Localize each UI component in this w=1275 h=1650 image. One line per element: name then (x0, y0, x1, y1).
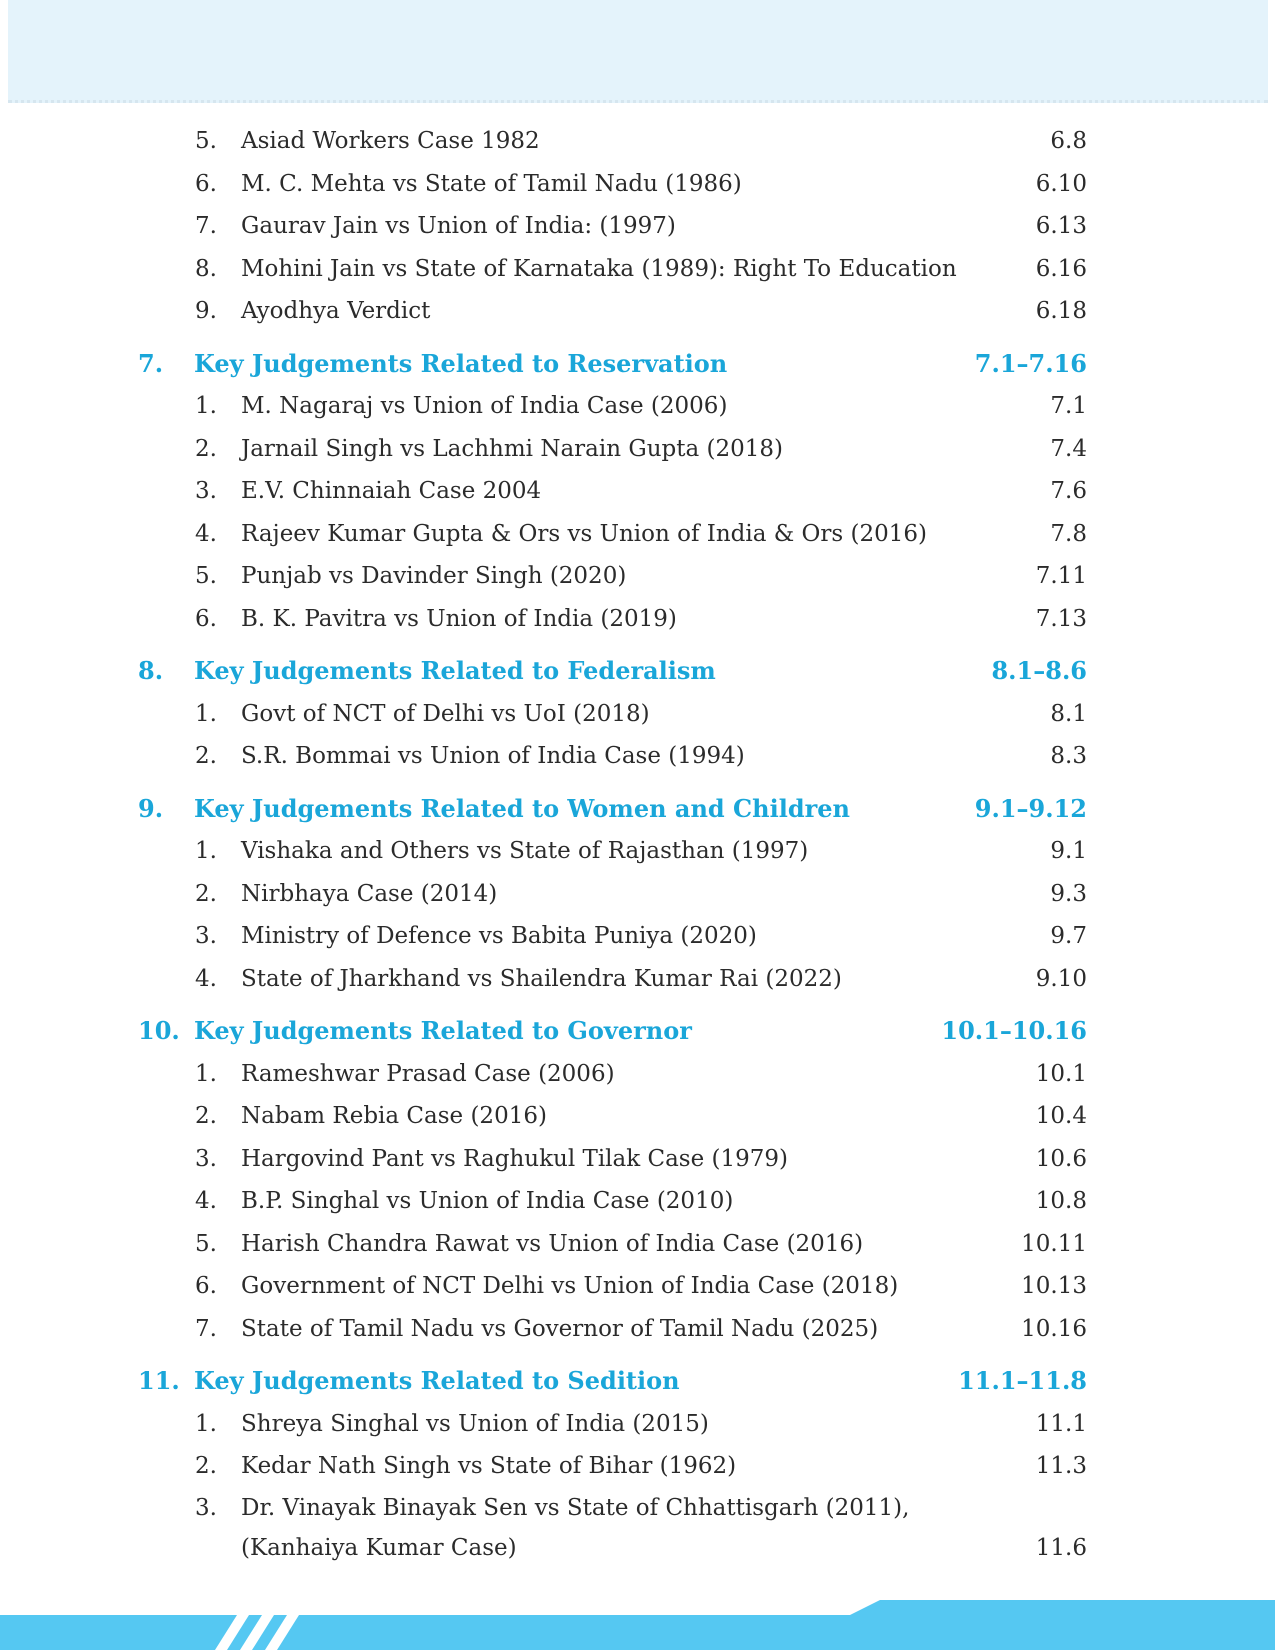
entry-title: Ministry of Defence vs Babita Puniya (2020) (241, 923, 757, 949)
entry-page: 9.7 (1050, 923, 1087, 949)
toc-entry (0, 385, 1275, 428)
toc-entry (0, 958, 1275, 1001)
toc-entry (0, 830, 1275, 873)
entry-page: 6.10 (1035, 170, 1087, 197)
toc-entry (0, 693, 1275, 736)
entry-page: 8.1 (1050, 700, 1087, 727)
entry-title: Govt of NCT of Delhi vs UoI (2018) (241, 700, 650, 727)
entry-title: Jarnail Singh vs Lachhmi Narain Gupta (2018) (241, 435, 784, 462)
entry-number: 3. (195, 478, 217, 504)
entry-page: 7.1 (1050, 393, 1087, 419)
entry-title: E.V. Chinnaiah Case 2004 (241, 478, 542, 504)
entry-title: M. Nagaraj vs Union of India Case (2006) (241, 393, 728, 419)
entry-number: 8. (195, 255, 217, 282)
entry-title-line: (Kanhaiya Kumar Case) (241, 1534, 517, 1561)
entry-title (241, 1488, 909, 1568)
entry-title: Asiad Workers Case 1982 (241, 128, 540, 154)
toc-entry (0, 470, 1275, 513)
entry-title: Government of NCT Delhi vs Union of India Case (2018) (241, 1273, 899, 1299)
toc-entry (0, 915, 1275, 958)
entry-title: Nirbhaya Case (2014) (241, 880, 498, 907)
footer-band-shape (0, 1600, 1275, 1650)
entry-title: Harish Chandra Rawat vs Union of India Case (2016) (241, 1230, 864, 1257)
entry-page: 10.8 (1035, 1188, 1087, 1214)
entry-number: 7. (138, 348, 164, 378)
toc-entry (0, 163, 1275, 206)
entry-page: 10.4 (1035, 1103, 1087, 1129)
entry-page: 6.18 (1035, 298, 1087, 324)
toc-entry (0, 555, 1275, 598)
toc-entry (0, 1403, 1275, 1446)
entry-title: S.R. Bommai vs Union of India Case (1994) (241, 743, 745, 769)
entry-page: 7.13 (1035, 605, 1087, 632)
entry-number: 6. (195, 1273, 217, 1299)
entry-number: 1. (195, 700, 217, 727)
chapter-entry (0, 343, 1275, 386)
entry-title: Vishaka and Others vs State of Rajasthan (1997) (241, 838, 809, 864)
entry-number: 11. (138, 1366, 180, 1395)
entry-title: Rajeev Kumar Gupta & Ors vs Union of India & Ors (2016) (241, 520, 927, 547)
toc-entry (0, 1223, 1275, 1266)
entry-number: 3. (195, 1145, 217, 1172)
entry-title: Key Judgements Related to Federalism (194, 656, 716, 685)
entry-page: 9.1–9.12 (974, 793, 1087, 823)
entry-title: State of Tamil Nadu vs Governor of Tamil Nadu (2025) (241, 1315, 879, 1342)
entry-number: 4. (195, 520, 217, 547)
toc-entry (0, 205, 1275, 248)
chapter-entry (0, 1360, 1275, 1403)
entry-page: 9.1 (1050, 838, 1087, 864)
entry-number: 9. (138, 793, 164, 823)
entry-title: M. C. Mehta vs State of Tamil Nadu (1986) (241, 170, 742, 197)
entry-page: 10.1 (1035, 1060, 1087, 1087)
toc-entry (0, 1180, 1275, 1223)
toc-entry (0, 1308, 1275, 1351)
chapter-entry (0, 788, 1275, 831)
entry-number: 3. (195, 1494, 217, 1521)
entry-number: 4. (195, 1188, 217, 1214)
entry-page: 11.1–11.8 (958, 1366, 1087, 1395)
entry-number: 6. (195, 605, 217, 632)
entry-title-line: Dr. Vinayak Binayak Sen vs State of Chhattisgarh (2011), (241, 1494, 910, 1521)
toc-entry (0, 120, 1275, 163)
entry-title: Rameshwar Prasad Case (2006) (241, 1060, 615, 1087)
entry-title: State of Jharkhand vs Shailendra Kumar Rai (2022) (241, 965, 842, 992)
entry-title: Key Judgements Related to Sedition (194, 1366, 680, 1395)
toc-entry (0, 873, 1275, 916)
entry-page: 10.13 (1021, 1273, 1087, 1299)
entry-title: Shreya Singhal vs Union of India (2015) (241, 1410, 709, 1437)
entry-number: 5. (195, 563, 217, 589)
entry-page: 10.6 (1035, 1145, 1087, 1172)
entry-title: Ayodhya Verdict (241, 298, 431, 324)
entry-page: 10.1–10.16 (941, 1016, 1087, 1045)
entry-page: 8.1–8.6 (991, 656, 1087, 685)
toc-entry (0, 1445, 1275, 1488)
entry-title: Hargovind Pant vs Raghukul Tilak Case (1979) (241, 1145, 789, 1172)
entry-number: 2. (195, 435, 217, 462)
entry-title: B.P. Singhal vs Union of India Case (2010) (241, 1188, 734, 1214)
entry-number: 2. (195, 1103, 217, 1129)
entry-page: 9.3 (1050, 880, 1087, 907)
entry-page: 11.6 (1035, 1534, 1087, 1561)
entry-page: 7.4 (1050, 435, 1087, 462)
toc-entry (0, 290, 1275, 333)
entry-number: 1. (195, 393, 217, 419)
entry-number: 5. (195, 1230, 217, 1257)
toc-entry (0, 248, 1275, 291)
entry-number: 8. (138, 656, 164, 685)
entry-number: 7. (195, 1315, 217, 1342)
chapter-entry (0, 650, 1275, 693)
toc-entry (0, 1053, 1275, 1096)
entry-page: 9.10 (1035, 965, 1087, 992)
entry-page: 8.3 (1050, 743, 1087, 769)
entry-page: 10.16 (1021, 1315, 1087, 1342)
entry-title: Kedar Nath Singh vs State of Bihar (1962) (241, 1453, 737, 1479)
toc-entry (0, 1265, 1275, 1308)
toc-entry (0, 1095, 1275, 1138)
entry-title: Key Judgements Related to Women and Children (194, 793, 850, 823)
entry-page: 6.8 (1050, 128, 1087, 154)
entry-title: Punjab vs Davinder Singh (2020) (241, 563, 627, 589)
entry-number: 9. (195, 298, 217, 324)
entry-page: 11.1 (1035, 1410, 1087, 1437)
entry-page: 7.1–7.16 (974, 348, 1087, 378)
table-of-contents (0, 120, 1275, 1568)
entry-page: 7.11 (1035, 563, 1087, 589)
entry-number: 4. (195, 965, 217, 992)
toc-entry (0, 428, 1275, 471)
entry-title: Gaurav Jain vs Union of India: (1997) (241, 213, 676, 239)
entry-number: 2. (195, 1453, 217, 1479)
entry-number: 10. (138, 1016, 180, 1045)
entry-number: 3. (195, 923, 217, 949)
entry-page: 6.13 (1035, 213, 1087, 239)
toc-entry (0, 513, 1275, 556)
toc-entry (0, 598, 1275, 641)
entry-page: 6.16 (1035, 255, 1087, 282)
entry-title: Mohini Jain vs State of Karnataka (1989): Right To Education (241, 255, 957, 282)
entry-number: 1. (195, 1060, 217, 1087)
entry-page: 7.8 (1050, 520, 1087, 547)
toc-entry (0, 735, 1275, 778)
toc-entry (0, 1138, 1275, 1181)
entry-number: 2. (195, 880, 217, 907)
entry-title: Nabam Rebia Case (2016) (241, 1103, 547, 1129)
chapter-entry (0, 1010, 1275, 1053)
entry-number: 5. (195, 128, 217, 154)
entry-title: Key Judgements Related to Governor (194, 1016, 692, 1045)
entry-page: 7.6 (1050, 478, 1087, 504)
entry-page: 10.11 (1021, 1230, 1087, 1257)
entry-number: 2. (195, 743, 217, 769)
footer-band (0, 1575, 1275, 1650)
entry-number: 6. (195, 170, 217, 197)
entry-title: B. K. Pavitra vs Union of India (2019) (241, 605, 677, 632)
entry-number: 1. (195, 838, 217, 864)
entry-number: 1. (195, 1410, 217, 1437)
entry-title: Key Judgements Related to Reservation (194, 348, 728, 378)
entry-page: 11.3 (1035, 1453, 1087, 1479)
toc-entry (0, 1488, 1275, 1568)
header-band (8, 0, 1268, 103)
entry-number: 7. (195, 213, 217, 239)
